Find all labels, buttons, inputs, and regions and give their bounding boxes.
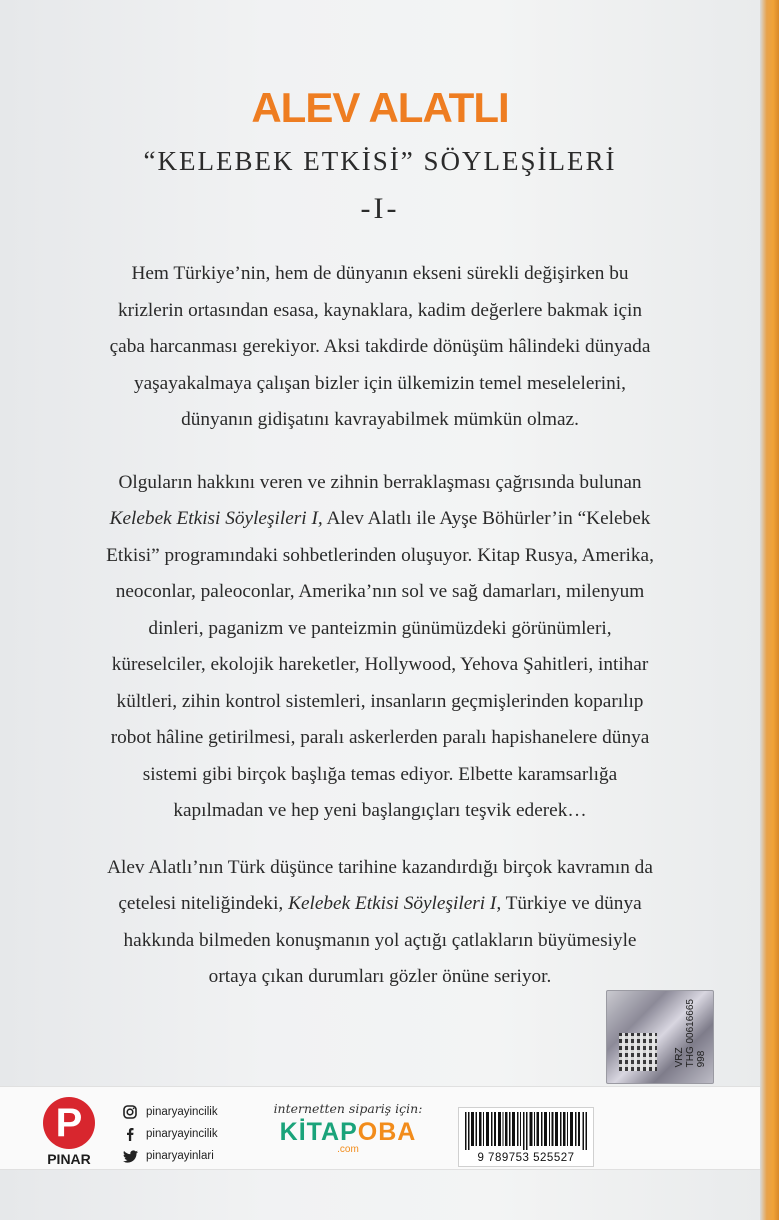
hologram-sticker xyxy=(606,990,714,1084)
facebook-link[interactable] xyxy=(122,1123,252,1145)
p2-line: dinleri, paganizm ve panteizmin günümüzdeki görünümleri, xyxy=(148,617,612,639)
instagram-link[interactable] xyxy=(122,1101,252,1123)
spine-edge xyxy=(760,0,779,1220)
book-title-italic: Kelebek Etkisi Söyleşileri I, xyxy=(109,508,323,529)
p2-line: Olguların hakkını veren ve zihnin berraklaşması çağrısında bulunan xyxy=(118,471,642,493)
facebook-icon xyxy=(122,1126,138,1142)
volume-number: -I- xyxy=(360,192,400,225)
barcode-bars-icon xyxy=(465,1112,587,1150)
kitapoba-domain: .com xyxy=(337,1144,359,1155)
hologram-line: THG 00616665 xyxy=(685,999,696,1068)
p1-line: yaşayakalmaya çalışan bizler için ülkemizin temel meselelerini, xyxy=(133,372,626,394)
p1-line: krizlerin ortasından esasa, kaynaklara, kadim değerlere bakmak için xyxy=(117,299,643,321)
p3-line: Türkiye ve dünya xyxy=(501,893,642,914)
p1-line: çaba harcanması gerekiyor. Aksi takdirde dönüşüm hâlindeki dünyada xyxy=(109,336,651,357)
p3-line: Alev Alatlı’nın Türk düşünce tarihine kazandırdığı birçok kavramın da xyxy=(107,856,653,878)
instagram-handle: pinaryayincilik xyxy=(146,1106,218,1118)
blurb xyxy=(40,256,720,996)
kitapoba-logo-orange: OBA xyxy=(357,1118,417,1146)
publisher-logo xyxy=(34,1097,104,1167)
hologram-code xyxy=(674,999,707,1067)
p3-line: ortaya çıkan durumları gözler önüne seriyor. xyxy=(208,966,552,987)
isbn-number: 9 789753 525527 xyxy=(477,1152,575,1164)
p2-line: kültleri, zihin kontrol sistemleri, insanların geçmişlerinden koparılıp xyxy=(116,690,644,712)
paragraph-3 xyxy=(40,850,720,996)
kitapoba-logo xyxy=(258,1118,438,1146)
hologram-line: VRZ xyxy=(674,1047,685,1068)
p2-line: kapılmadan ve hep yeni başlangıçları teşvik ederek… xyxy=(173,800,587,821)
isbn-barcode xyxy=(458,1107,594,1167)
publisher-logo-icon xyxy=(43,1097,95,1149)
paragraph-2 xyxy=(40,465,720,830)
publisher-name: PINAR xyxy=(47,1151,91,1167)
p1-line: Hem Türkiye’nin, hem de dünyanın ekseni sürekli değişirken bu xyxy=(131,263,629,284)
p2-line: Alev Alatlı ile Ayşe Böhürler’in “Kelebek xyxy=(322,508,651,529)
p3-line: çetelesi niteliğindeki, xyxy=(118,893,289,914)
order-online-text: internetten sipariş için: xyxy=(273,1101,423,1116)
p2-line: Etkisi” programındaki sohbetlerinden oluşuyor. Kitap Rusya, Amerika, xyxy=(106,544,654,566)
twitter-link[interactable] xyxy=(122,1145,252,1167)
p2-line: sistemi gibi birçok başlığa temas ediyor. Elbette karamsarlığa xyxy=(142,763,618,785)
publisher-bar xyxy=(0,1086,760,1170)
author-name: ALEV ALATLI xyxy=(251,84,509,131)
kitapoba-logo-green: KİTAP xyxy=(279,1118,358,1146)
p2-line: neoconlar, paleoconlar, Amerika’nın sol ve sağ damarları, milenyum xyxy=(115,581,645,602)
p2-line: robot hâline getirilmesi, paralı askerlerden paralı hapishanelere dünya xyxy=(110,727,650,748)
hologram-line: 998 xyxy=(696,1050,707,1068)
kitapoba-ad[interactable] xyxy=(258,1101,438,1155)
p3-line: hakkında bilmeden konuşmanın yol açtığı çatlakların büyümesiyle xyxy=(123,929,637,951)
p2-line: küreselciler, ekolojik hareketler, Hollywood, Yehova Şahitleri, intihar xyxy=(111,654,649,675)
twitter-handle: pinaryayinlari xyxy=(146,1150,214,1162)
logo-letter: P xyxy=(55,1101,83,1145)
instagram-icon xyxy=(122,1104,138,1120)
social-links xyxy=(122,1101,252,1167)
facebook-handle: pinaryayincilik xyxy=(146,1128,218,1140)
paragraph-1 xyxy=(40,256,720,439)
twitter-icon xyxy=(122,1148,138,1164)
book-title: “KELEBEK ETKİSİ” SÖYLEŞİLERİ xyxy=(143,146,617,176)
book-title-italic: Kelebek Etkisi Söyleşileri I, xyxy=(288,893,502,914)
p1-line: dünyanın gidişatını kavrayabilmek mümkün olmaz. xyxy=(181,409,579,430)
qr-code-overlay xyxy=(619,1033,657,1071)
